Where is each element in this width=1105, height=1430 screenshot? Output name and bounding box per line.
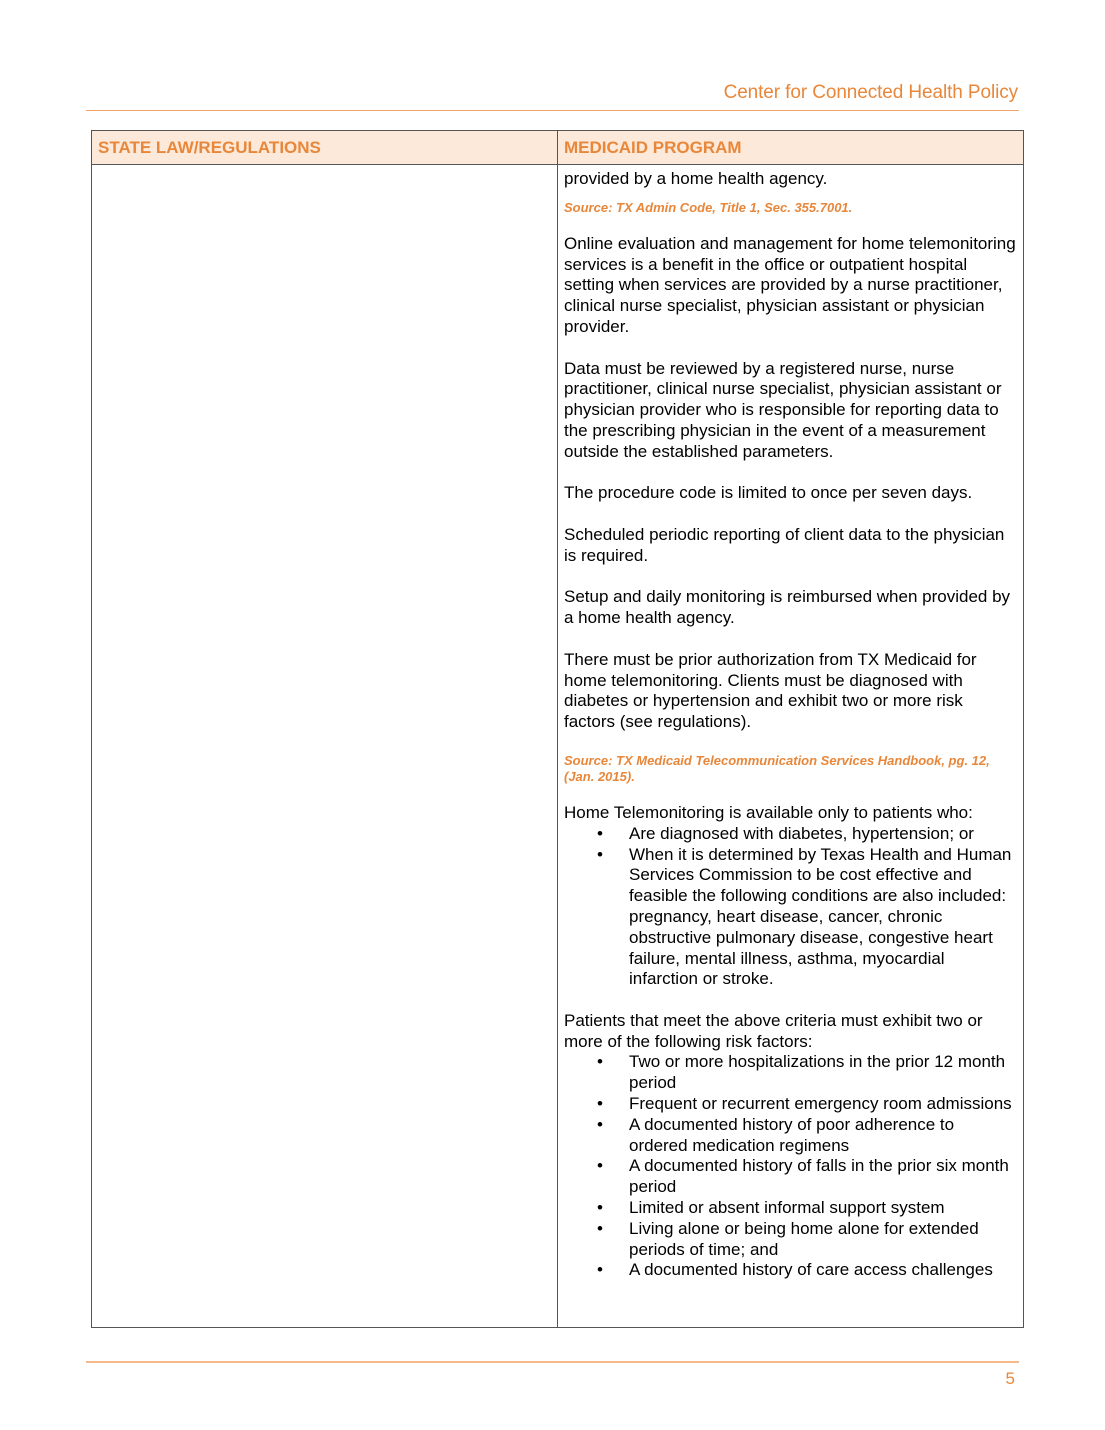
list-item	[597, 1052, 1017, 1094]
column-header-medicaid: MEDICAID PROGRAM	[558, 131, 1024, 165]
bullet-icon: •	[597, 1052, 603, 1072]
bullet-icon: •	[597, 1156, 603, 1176]
paragraph: Scheduled periodic reporting of client data to the physician is required.	[564, 524, 1005, 565]
bullet-icon: •	[597, 823, 603, 843]
list-item	[597, 1218, 1017, 1261]
table-row	[92, 165, 1024, 1328]
column-header-state-law: STATE LAW/REGULATIONS	[92, 131, 558, 165]
bullet-icon: •	[597, 1218, 603, 1238]
risk-intro: Patients that meet the above criteria must exhibit two or more of the following risk factors:	[564, 1010, 983, 1051]
list-item	[597, 844, 1017, 991]
list-item-text: Are diagnosed with diabetes, hypertension; or	[629, 823, 974, 843]
list-item-text: Frequent or recurrent emergency room admissions	[629, 1094, 1012, 1114]
footer-divider	[86, 1361, 1019, 1363]
policy-table	[91, 130, 1024, 1328]
eligibility-list	[564, 824, 1017, 990]
paragraph: Online evaluation and management for home telemonitoring services is a benefit in the office or outpatient hospital setting when services are provided by a nurse practitioner, clinical nurse specialist, physician assistant or physician provider.	[564, 233, 1016, 336]
bullet-icon: •	[597, 1260, 603, 1280]
eligibility-intro: Home Telemonitoring is available only to patients who:	[564, 802, 973, 822]
paragraph: There must be prior authorization from TX Medicaid for home telemonitoring. Clients must be diagnosed with diabetes or hypertension and exhibit two or more risk factors (see regulations).	[564, 649, 977, 732]
paragraph: Data must be reviewed by a registered nurse, nurse practitioner, clinical nurse specialist, physician assistant or physician provider who is responsible for reporting data to the prescribing physician in the event of a measurement outside the established parameters.	[564, 358, 1002, 461]
list-item-text: A documented history of care access challenges	[629, 1260, 993, 1280]
source-citation: Source: TX Medicaid Telecommunication Services Handbook, pg. 12, (Jan. 2015).	[564, 752, 990, 784]
paragraph: Setup and daily monitoring is reimbursed when provided by a home health agency.	[564, 587, 1011, 628]
bullet-icon: •	[597, 1114, 603, 1134]
list-item	[597, 1260, 1017, 1281]
list-item	[597, 1156, 1017, 1198]
list-item-text: Limited or absent informal support system	[629, 1198, 945, 1218]
list-item-text: A documented history of falls in the prior six month period	[629, 1156, 1009, 1197]
page-number: 5	[1005, 1369, 1015, 1388]
risk-factor-list	[564, 1052, 1017, 1281]
list-item	[597, 823, 1017, 845]
bullet-icon: •	[597, 1198, 603, 1218]
source-citation: Source: TX Admin Code, Title 1, Sec. 355.7001.	[564, 199, 853, 215]
bullet-icon: •	[597, 1094, 603, 1114]
list-item	[597, 1094, 1017, 1115]
continuation-text: provided by a home health agency.	[564, 169, 828, 188]
list-item-text: A documented history of poor adherence to ordered medication regimens	[629, 1114, 955, 1155]
bullet-icon: •	[597, 844, 603, 864]
header-divider	[86, 110, 1019, 111]
table-header-row	[92, 131, 1024, 165]
paragraph: The procedure code is limited to once per seven days.	[564, 483, 973, 503]
document-header-title: Center for Connected Health Policy	[723, 82, 1018, 103]
medicaid-cell	[558, 165, 1024, 1328]
state-law-cell	[92, 165, 558, 1328]
list-item-text: Two or more hospitalizations in the prior 12 month period	[629, 1052, 1006, 1093]
list-item	[597, 1114, 1017, 1157]
list-item-text: When it is determined by Texas Health and Human Services Commission to be cost effective and feasible the following conditions are also included: pregnancy, heart disease, cancer, chronic obstructive pulmonary disease, congestive heart failure, mental illness, asthma, myocardial infarction or stroke.	[629, 844, 1012, 989]
list-item	[597, 1198, 1017, 1219]
list-item-text: Living alone or being home alone for extended periods of time; and	[629, 1218, 979, 1259]
